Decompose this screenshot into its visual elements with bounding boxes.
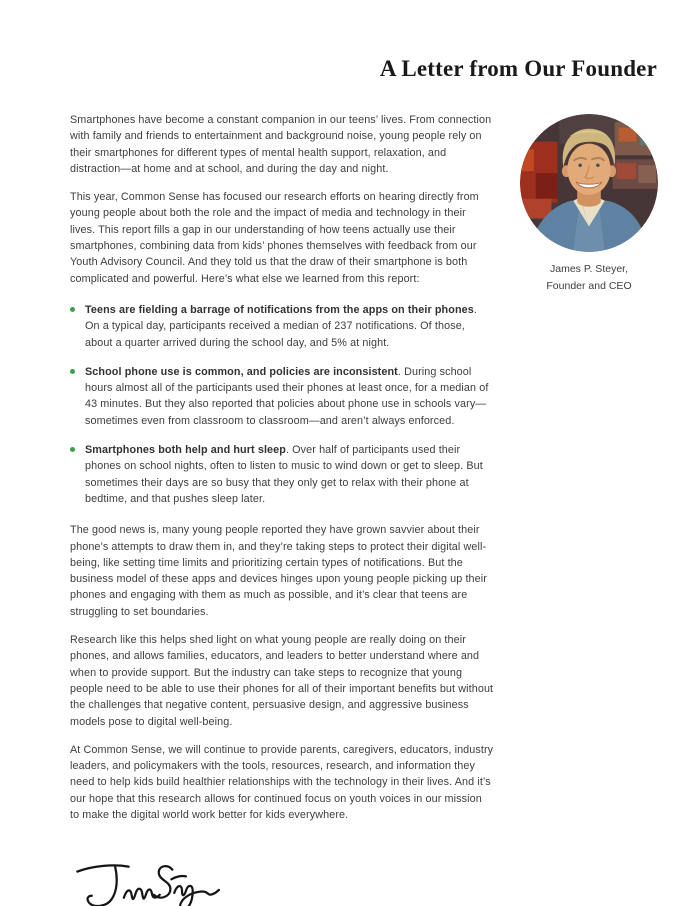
bullet-lead: Smartphones both help and hurt sleep [85, 444, 286, 457]
bullet-rest: . Over half of participants used their phones on school nights, often to listen to music to wind down or get to sleep. But sometimes their days are so busy that they only get to relax with their phone at bedtime, and that pushes sleep later. [85, 444, 483, 505]
page-title: A Letter from Our Founder [379, 56, 657, 81]
bullet-text [85, 302, 494, 351]
letter-paragraph: At Common Sense, we will continue to provide parents, caregivers, educators, industry leaders, and policymakers with the tools, resources, research, and information they need to help kids build healthier relationships with the technology in their lives. And it’s our hope that this research allows for continued focus on youth voices in our mission to make the digital world work better for kids everywhere. [70, 743, 494, 821]
founder-photo-image [520, 114, 658, 252]
founder-sidebar [494, 112, 658, 906]
letter-paragraph: This year, Common Sense has focused our research efforts on hearing directly from young people about both the role and the impact of media and technology in their lives. This report fills a gap in our understanding of how teens actually use their smartphones, combining data from kids’ phones themselves with feedback from our Youth Advisory Council. And they told us that the draw of their smartphone is both complicated and powerful. Here’s what else we learned from this report: [70, 191, 479, 285]
bullet-text [85, 364, 494, 429]
bullet-icon [70, 369, 75, 374]
bullet-lead: School phone use is common, and policies are inconsistent [85, 365, 398, 378]
letter-content [70, 112, 657, 906]
letter-paragraph: Research like this helps shed light on what young people are really doing on their phones, and allows families, educators, and leaders to better understand where and when to provide support. But the industry can take steps to recognize that young people need to be able to use their phones for all of their important benefits but without the challenges that negative content, persuasive design, and aggressive business models pose to digital well-being. [70, 634, 494, 728]
list-item [70, 364, 494, 429]
letter-body [70, 112, 494, 906]
list-item [70, 442, 494, 507]
founder-photo [520, 114, 658, 252]
founder-caption-name: James P. Steyer, [549, 263, 628, 275]
signature-image [72, 857, 230, 906]
list-item [70, 302, 494, 351]
founder-caption [546, 261, 631, 294]
bullet-rest: . During school hours almost all of the participants used their phones at least once, for a median of 43 minutes. But they also reported that policies about phone use in schools vary—sometimes even from classroom to classroom—and aren’t always enforced. [85, 365, 489, 427]
bullet-icon [70, 307, 75, 312]
key-findings-list [70, 302, 494, 507]
letter-paragraph: Smartphones have become a constant companion in our teens’ lives. From connection with family and friends to entertainment and background noise, young people rely on their smartphones for different types of mental health support, relaxation, and distraction—at home and at school, and during the day and night. [70, 114, 492, 175]
founder-signature [72, 857, 494, 906]
bullet-icon [70, 447, 75, 452]
bullet-rest: . On a typical day, participants received a median of 237 notifications. Of those, about a quarter arrived during the school day, and 5% at night. [85, 303, 477, 349]
founder-caption-title: Founder and CEO [546, 279, 632, 292]
bullet-text [85, 442, 494, 507]
letter-paragraph: The good news is, many young people reported they have grown savvier about their phone’s attempts to draw them in, and they’re taking steps to protect their digital well-being, like setting time limits and prioritizing certain types of notifications. But the business model of these apps and devices hinges upon young people picking up their phones and engaging with them as much as possible, and it’s clear that teens are struggling to set boundaries. [70, 524, 487, 618]
bullet-lead: Teens are fielding a barrage of notifications from the apps on their phones [85, 303, 474, 316]
